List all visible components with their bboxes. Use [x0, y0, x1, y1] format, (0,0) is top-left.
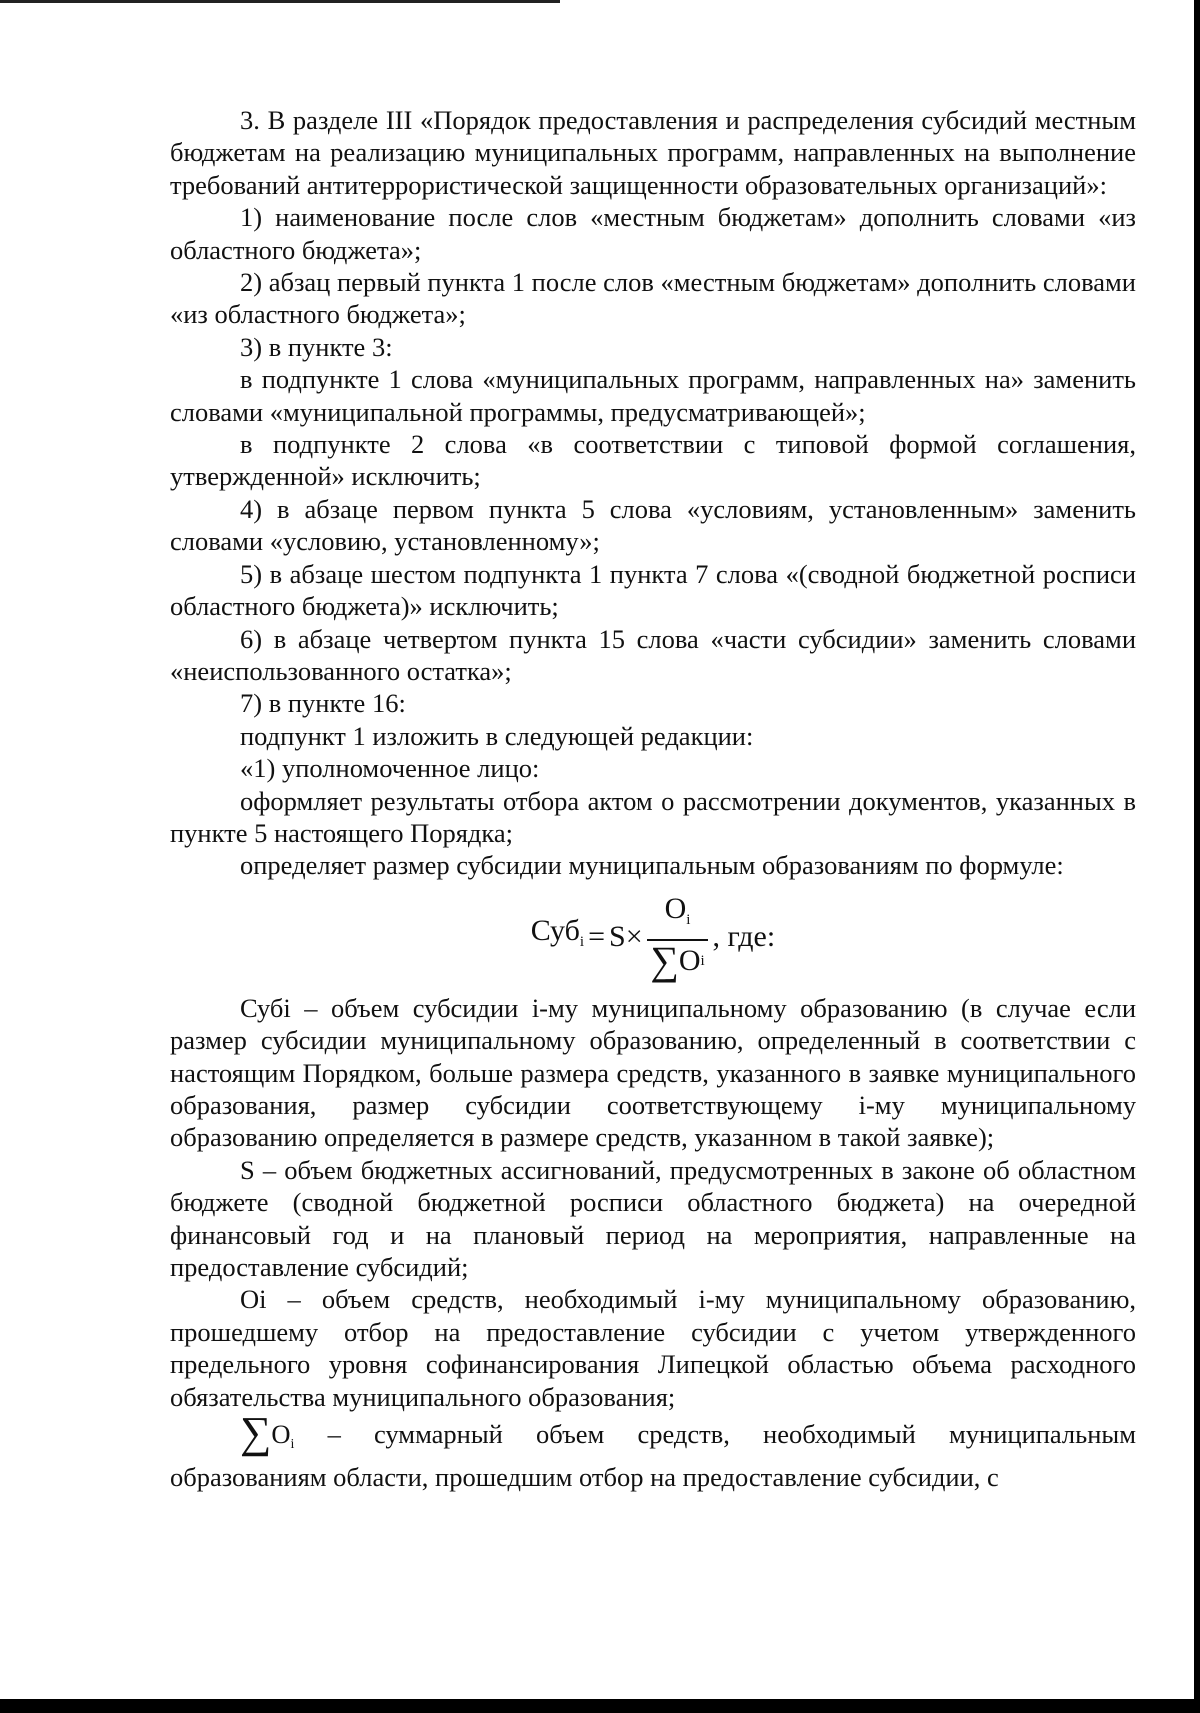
paragraph-selection-results: оформляет результаты отбора актом о рассмотрении документов, указанных в пункте 5 настоящего Порядка;: [170, 785, 1136, 848]
paragraph-item-2: 2) абзац первый пункта 1 после слов «местным бюджетам» дополнить словами «из областного бюджета»;: [170, 267, 1136, 330]
formula-equals: =: [588, 919, 606, 953]
formula-fraction: [647, 892, 709, 984]
sum-index: i: [290, 1437, 295, 1453]
scan-bottom-edge: [0, 1699, 1200, 1713]
document-body: [170, 104, 1136, 1494]
scan-right-edge: [1194, 0, 1200, 1713]
paragraph-item-1: 1) наименование после слов «местным бюджетам» дополнить словами «из областного бюджета»;: [170, 202, 1136, 265]
formula-lhs: Суб$_i$: [530, 914, 585, 951]
sum-definition-text: – суммарный объем средств, необходимый муниципальным образованиям области, прошедшим отбор на предоставление субсидии, с: [170, 1419, 1136, 1493]
paragraph-subitem-1: в подпункте 1 слова «муниципальных программ, направленных на» заменить словами «муниципальной программы, предусматривающей»;: [170, 364, 1136, 427]
formula-numerator: $O_i$: [647, 892, 709, 941]
paragraph-item-6: 6) в абзаце четвертом пункта 15 слова «части субсидии» заменить словами «неиспользованного остатка»;: [170, 623, 1136, 686]
paragraph-new-wording: подпункт 1 изложить в следующей редакции:: [240, 720, 754, 751]
subsidy-formula: [170, 882, 1136, 992]
formula-times: ×: [625, 919, 643, 953]
paragraph-section-3: 3. В разделе III «Порядок предоставления и распределения субсидий местным бюджетам на реализацию муниципальных программ, направленных на выполнение требований антитеррористической защищенности образовательных организаций»:: [170, 105, 1136, 200]
sum-sigma-icon: ∑: [240, 1408, 272, 1458]
formula-suffix: , где:: [712, 919, 776, 953]
paragraph-item-5: 5) в абзаце шестом подпункта 1 пункта 7 слова «(сводной бюджетной росписи областного бюджета)» исключить;: [170, 558, 1136, 622]
paragraph-formula-intro: определяет размер субсидии муниципальным образованиям по формуле:: [240, 850, 1064, 881]
sum-symbol: O: [271, 1419, 291, 1450]
sigma-icon: ∑: [650, 938, 679, 984]
paragraph-item-3: 3) в пункте 3:: [240, 331, 393, 362]
definition-sum-o-i: [170, 1408, 1136, 1494]
formula-denominator: ∑ O i: [650, 938, 705, 984]
formula-s-symbol: S: [609, 919, 626, 953]
paragraph-item-7: 7) в пункте 16:: [240, 688, 406, 719]
paragraph-subitem-2: в подпункте 2 слова «в соответствии с типовой формой соглашения, утвержденной» исключить;: [170, 429, 1136, 492]
paragraph-item-4: 4) в абзаце первом пункта 5 слова «условиям, установленным» заменить словами «условию, установленному»;: [170, 493, 1136, 557]
paragraph-authorized-person: «1) уполномоченное лицо:: [240, 753, 540, 784]
definition-o-i: Оi – объем средств, необходимый i-му муниципальному образованию, прошедшему отбор на предоставление субсидии с учетом утвержденного предельного уровня софинансирования Липецкой областью объема расходного обязательства муниципального образования;: [170, 1284, 1136, 1412]
definition-s: S – объем бюджетных ассигнований, предусмотренных в законе об областном бюджете (сводной бюджетной росписи областного бюджета) на очередной финансовый год и на плановый период на мероприятия, направленные на предоставление субсидий;: [170, 1154, 1136, 1282]
scan-top-edge: [0, 0, 560, 3]
definition-sub-i: Субi – объем субсидии i-му муниципальному образованию (в случае если размер субсидии муниципальному образованию, определенный в соответствии с настоящим Порядком, больше размера средств, указанного в заявке муниципального образования, размер субсидии соответствующему i-му муниципальному образованию определяется в размере средств, указанном в такой заявке);: [170, 992, 1136, 1153]
